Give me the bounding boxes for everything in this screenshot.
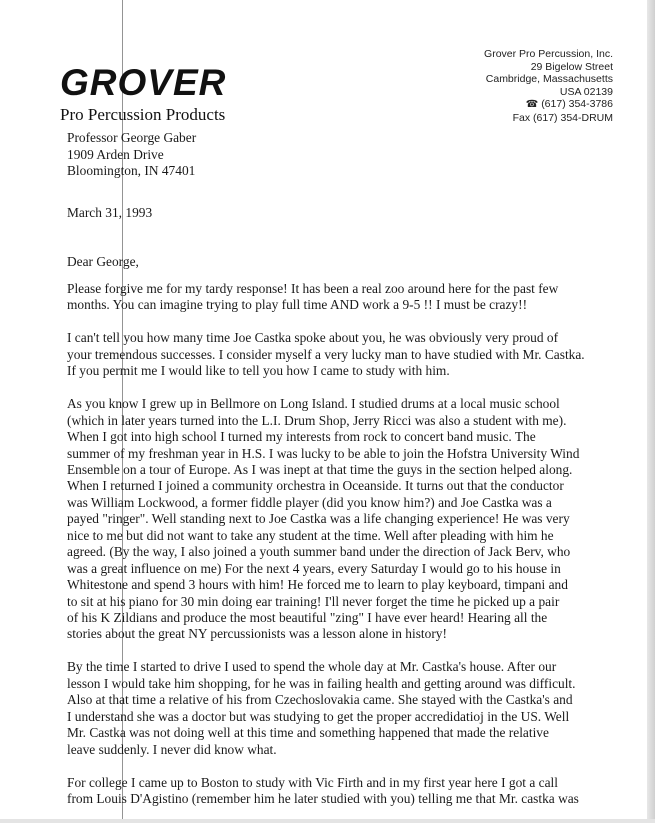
company-country-zip: USA 02139 xyxy=(559,85,613,98)
paragraph-line: Also at that time a relative of his from Czechoslovakia came. She stayed with the Castka's and xyxy=(67,692,573,708)
paragraph-line: For college I came up to Boston to study with Vic Firth and in my first year here I got a call xyxy=(67,774,558,790)
telephone-icon: ☎ xyxy=(525,99,539,111)
paragraph-line: Please forgive me for my tardy response! It has been a real zoo around here for the past few xyxy=(67,281,559,296)
paragraph-line: Ensemble on a tour of Europe. As I was inept at that time the guys in the section helped along. xyxy=(67,461,573,477)
company-address-block xyxy=(484,48,613,125)
paragraph-line: payed "ringer". Well standing next to Joe Castka was a life changing experience! He was very xyxy=(67,511,570,527)
company-city-state: Cambridge, Massachusetts xyxy=(485,73,613,86)
paragraph-line: of his K Zildians and produce the most beautiful "zing" I have ever heard! Hearing all the xyxy=(67,610,548,626)
paragraph-line: was a great influence on me) For the next 4 years, every Saturday I would go to his house in xyxy=(67,560,561,576)
paragraph-line: to sit at his piano for 30 min doing ear training! I'll never forget the time he picked up a pair xyxy=(67,593,560,609)
salutation: Dear George, xyxy=(67,254,139,269)
paragraph-line: When I got into high school I turned my interests from rock to concert band music. The xyxy=(67,429,536,445)
paragraph-line: I understand she was a doctor but was studying to get the proper accredidatioj in the US. Well xyxy=(67,708,570,724)
paragraph-line: I can't tell you how many time Joe Castka spoke about you, he was obviously very proud of xyxy=(67,330,559,346)
paragraph-line: lesson I would take him shopping, for he was in failing health and getting around was difficult. xyxy=(67,675,576,691)
company-name: Grover Pro Percussion, Inc. xyxy=(484,48,613,60)
paragraph-line: (which in later years turned into the L.I. Drum Shop, Jerry Ricci was also a student with me). xyxy=(67,412,567,428)
company-logo-subtitle: Pro Percussion Products xyxy=(60,105,226,124)
body-paragraph xyxy=(67,396,635,643)
letter-date: March 31, 1993 xyxy=(67,205,153,220)
paragraph-line: leave suddenly. I never did know what. xyxy=(67,741,277,757)
paragraph-line: agreed. (By the way, I also joined a youth summer band under the direction of Jack Berv, who xyxy=(67,544,571,560)
company-phone: (617) 354-3786 xyxy=(541,98,613,111)
paragraph-line: By the time I started to drive I used to spend the whole day at Mr. Castka's house. After our xyxy=(67,659,557,675)
paragraph-line: When I returned I joined a community orchestra in Oceanside. It turns out that the conductor xyxy=(67,478,564,494)
paragraph-line: As you know I grew up in Bellmore on Long Island. I studied drums at a local music school xyxy=(67,396,560,412)
recipient-street: 1909 Arden Drive xyxy=(67,146,164,162)
paragraph-line: summer of my freshman year in H.S. I was lucky to be able to join the Hofstra University Wind xyxy=(67,445,580,461)
company-logo: GROVER xyxy=(60,62,227,103)
body-paragraph xyxy=(67,281,635,314)
company-fax: Fax (617) 354-DRUM xyxy=(512,111,613,124)
company-phone-line xyxy=(484,98,613,112)
recipient-address-block xyxy=(67,130,196,180)
recipient-name: Professor George Gaber xyxy=(67,130,197,145)
recipient-city: Bloomington, IN 47401 xyxy=(67,163,196,178)
paragraph-line: months. You can imagine trying to play full time AND work a 9-5 !! I must be crazy!! xyxy=(67,297,528,313)
body-paragraph xyxy=(67,659,635,758)
paragraph-line: nice to me but did not want to take any student at the time. Well after pleading with him he xyxy=(67,527,554,543)
paragraph-line: was William Lockwood, a former fiddle player (did you know him?) and Joe Castka was a xyxy=(67,494,552,510)
paragraph-line: Whitestone and spend 3 hours with him! He forced me to learn to play keyboard, timpani and xyxy=(67,577,568,593)
body-paragraph xyxy=(67,775,635,808)
paragraph-line: your tremendous successes. I consider myself a very lucky man to have studied with Mr. Castka. xyxy=(67,346,585,362)
paragraph-line: If you permit me I would like to tell you how I came to study with him. xyxy=(67,363,450,379)
company-street: 29 Bigelow Street xyxy=(530,60,613,73)
paragraph-line: Mr. Castka was not doing well at this time and something happened that made the relative xyxy=(67,725,549,741)
body-paragraph xyxy=(67,330,635,379)
paragraph-line: from Louis D'Agistino (remember him he later studied with you) telling me that Mr. castka was xyxy=(67,790,579,806)
letter-body xyxy=(67,281,635,824)
page-edge-right xyxy=(647,0,655,823)
paragraph-line: stories about the great NY percussionists was a lesson alone in history! xyxy=(67,626,447,642)
